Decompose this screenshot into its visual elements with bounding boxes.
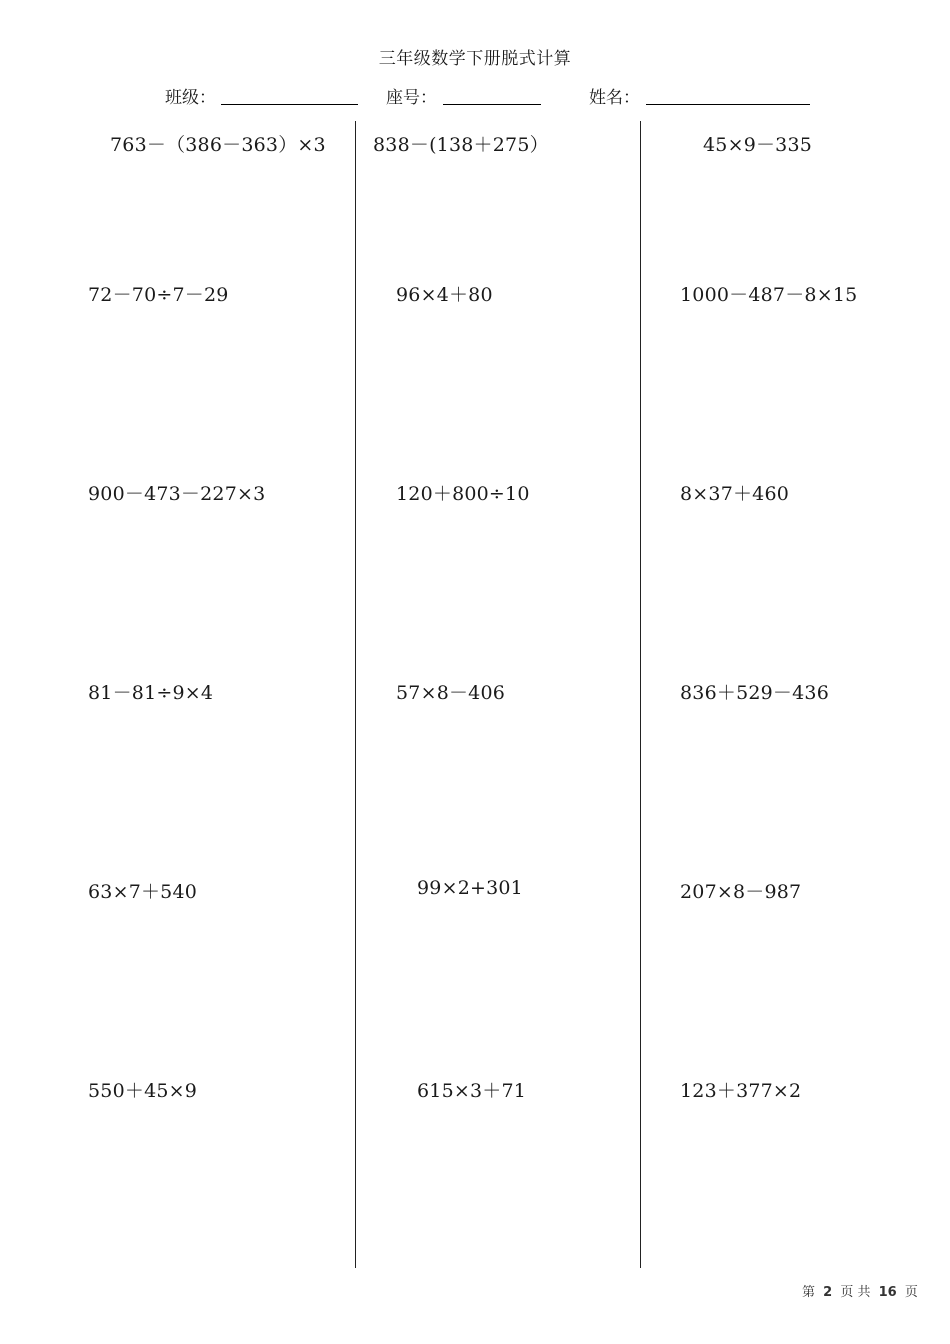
problem-expression: 63×7＋540 <box>88 881 198 903</box>
problem-expression: 838－(138＋275） <box>373 134 549 156</box>
problem-expression: 72－70÷7－29 <box>88 284 229 306</box>
name-label: 姓名： <box>589 88 640 108</box>
name-blank-line[interactable] <box>646 104 810 105</box>
page-number-footer <box>802 1281 918 1300</box>
problem-expression: 836＋529－436 <box>680 682 829 704</box>
problem-expression: 8×37＋460 <box>680 483 790 505</box>
current-page-number: 2 <box>823 1285 833 1300</box>
problem-expression: 1000－487－8×15 <box>680 284 858 306</box>
problem-expression: 120＋800÷10 <box>396 483 530 505</box>
problem-expression: 99×2+301 <box>417 877 523 899</box>
problem-expression: 123＋377×2 <box>680 1080 802 1102</box>
column-divider-right <box>640 121 641 1268</box>
column-divider-left <box>355 121 356 1268</box>
class-label: 班级： <box>165 88 216 108</box>
problem-expression: 81－81÷9×4 <box>88 682 214 704</box>
seat-blank-line[interactable] <box>443 104 541 105</box>
problem-expression: 550＋45×9 <box>88 1080 198 1102</box>
class-blank-line[interactable] <box>221 104 358 105</box>
worksheet-title: 三年级数学下册脱式计算 <box>378 49 572 69</box>
footer-suffix: 页 <box>904 1285 918 1300</box>
problem-expression: 96×4＋80 <box>396 284 493 306</box>
footer-middle: 页 共 <box>840 1285 871 1300</box>
problem-expression: 763－（386－363）×3 <box>110 134 326 156</box>
problem-expression: 45×9－335 <box>703 134 813 156</box>
problem-expression: 900－473－227×3 <box>88 483 266 505</box>
total-page-count: 16 <box>878 1285 897 1300</box>
seat-label: 座号： <box>386 88 437 108</box>
footer-prefix: 第 <box>802 1285 816 1300</box>
problem-expression: 615×3＋71 <box>417 1080 527 1102</box>
problem-expression: 207×8－987 <box>680 881 802 903</box>
problem-expression: 57×8－406 <box>396 682 506 704</box>
